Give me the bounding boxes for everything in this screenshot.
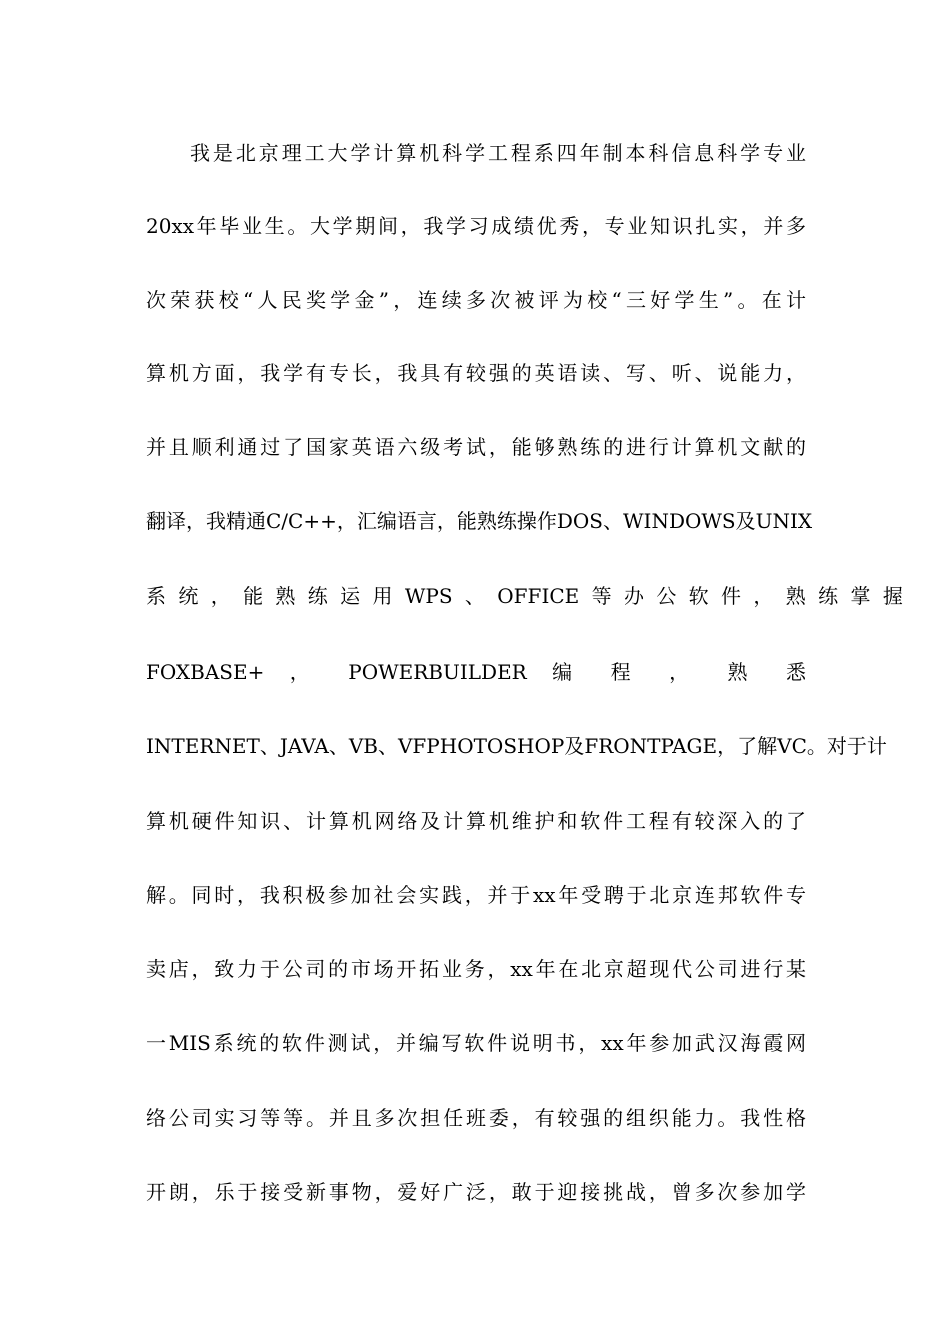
- paragraph-line-13: 一MIS系统的软件测试，并编写软件说明书，xx年参加武汉海霞网: [146, 1031, 806, 1055]
- paragraph-line-7: 系 统 ， 能 熟 练 运 用 WPS 、 OFFICE 等 办 公 软 件 ， 熟 练 掌 握: [146, 584, 903, 608]
- paragraph-line-10: 算机硬件知识、计算机网络及计算机维护和软件工程有较深入的了: [146, 809, 806, 833]
- paragraph-line-1: 我是北京理工大学计算机科学工程系四年制本科信息科学专业: [190, 141, 806, 165]
- paragraph-line-3: 次荣获校“人民奖学金”，连续多次被评为校“三好学生”。在计: [146, 288, 806, 312]
- paragraph-line-5: 并且顺利通过了国家英语六级考试，能够熟练的进行计算机文献的: [146, 435, 806, 459]
- paragraph-line-2: 20xx年毕业生。大学期间，我学习成绩优秀，专业知识扎实，并多: [146, 214, 806, 238]
- paragraph-line-12: 卖店，致力于公司的市场开拓业务，xx年在北京超现代公司进行某: [146, 957, 806, 981]
- paragraph-line-11: 解。同时，我积极参加社会实践，并于xx年受聘于北京连邦软件专: [146, 883, 806, 907]
- paragraph-line-8: FOXBASE+ ， POWERBUILDER 编 程 ， 熟 悉: [146, 660, 806, 684]
- paragraph-line-4: 算机方面，我学有专长，我具有较强的英语读、写、听、说能力，: [146, 361, 806, 385]
- paragraph-line-9: INTERNET、JAVA、VB、VFPHOTOSHOP及FRONTPAGE，了解VC。对于计: [146, 734, 887, 758]
- paragraph-line-6: 翻译，我精通C/C++，汇编语言，能熟练操作DOS、WINDOWS及UNIX: [146, 509, 813, 533]
- paragraph-line-14: 络公司实习等等。并且多次担任班委，有较强的组织能力。我性格: [146, 1106, 806, 1130]
- paragraph-line-15: 开朗，乐于接受新事物，爱好广泛，敢于迎接挑战，曾多次参加学: [146, 1180, 806, 1204]
